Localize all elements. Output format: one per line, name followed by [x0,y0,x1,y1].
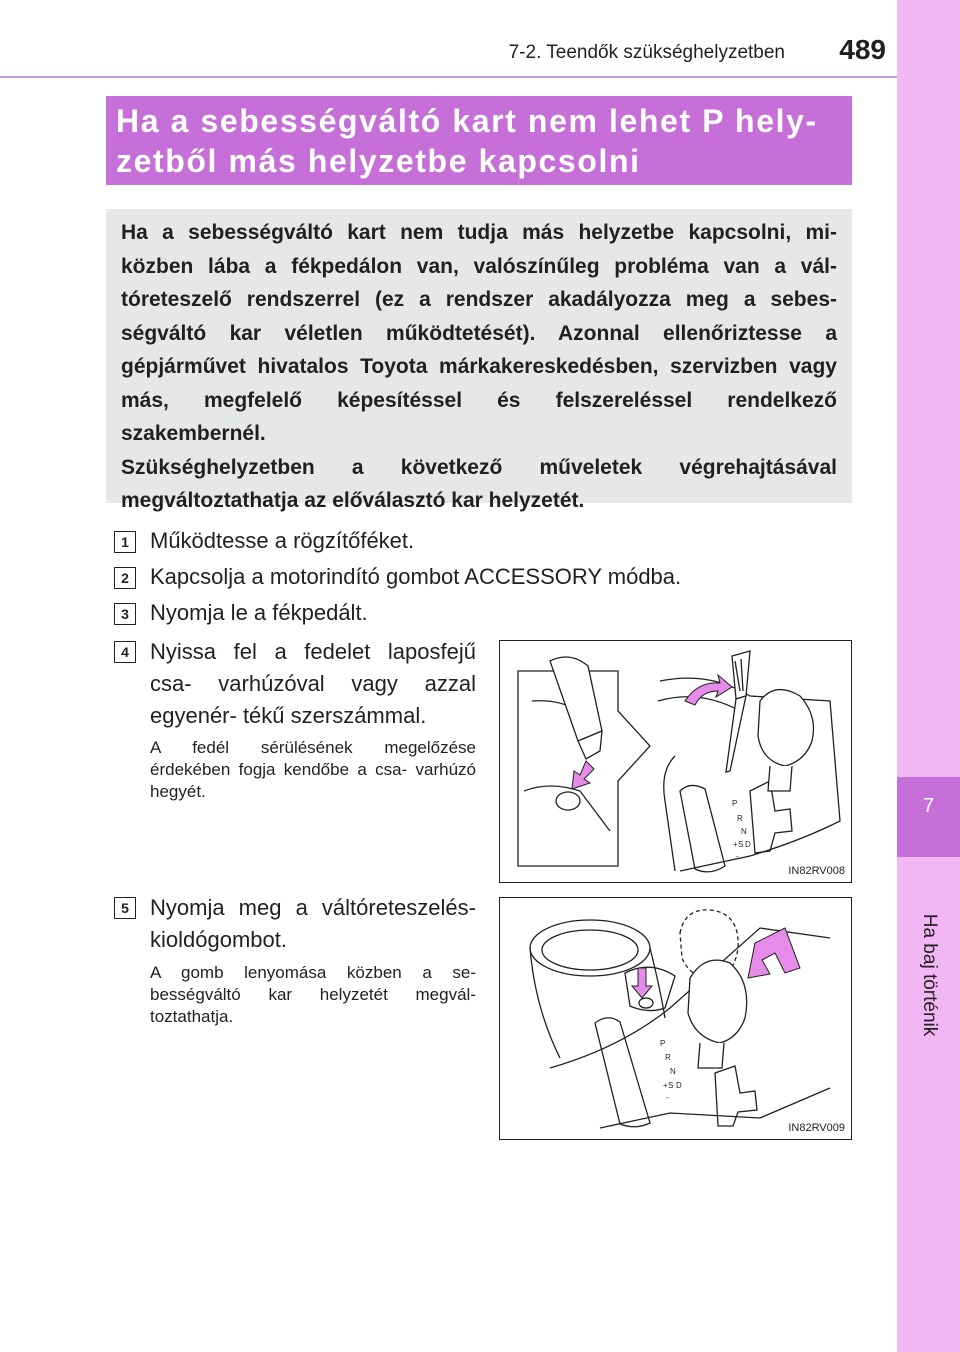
step-text-1: Működtesse a rögzítőféket. [150,528,415,553]
gear-label-plus: + [733,840,738,849]
page-number: 489 [839,34,886,65]
gear-label-s-2: S [668,1081,674,1090]
chapter-side-tab [897,0,960,1352]
gear-label-d: D [745,840,751,849]
intro-paragraph-2: Szükséghelyzetben a következő műveletek végrehajtásával megváltoztathatja az előválasztó kar helyzetét. [121,455,837,512]
gear-label-s: S [738,840,744,849]
step-number-2: 2 [114,567,136,589]
step-number-1: 1 [114,531,136,553]
figure-release-button [499,897,852,1140]
gear-label-plus-2: + [663,1081,668,1090]
step-text-3: Nyomja le a fékpedált. [150,600,368,625]
gear-label-n: N [741,827,747,836]
gear-label-p-2: P [660,1039,666,1048]
release-button-illustration [500,898,851,1139]
step-number-3: 3 [114,603,136,625]
gear-label-n-2: N [670,1067,676,1076]
section-title: 7-2. Teendők szükséghelyzetben [508,42,785,63]
step-text-2: Kapcsolja a motorindító gombot ACCESSORY módba. [150,564,682,589]
chapter-title: Ha baj történik [919,913,940,1037]
intro-text [121,216,837,518]
gear-label-r-2: R [665,1053,671,1062]
intro-paragraph-1: Ha a sebességváltó kart nem tudja más helyzetbe kapcsolni, mi- közben lába a fékpedálon van, valószínűleg probléma van a vál- tóreteszelő rendszerrel (ez a rendszer akadályozza meg a sebes- ségváltó kar véletlen működtetését). Azonnal ellenőriztesse a gépjárművet hivatalos Toyota márkakereskedésben, szervizben vagy más, megfelelő képesítéssel és felszereléssel rendelkező szakembernél. [121,221,837,445]
cover-removal-illustration [500,641,851,882]
figure-cover-removal [499,640,852,883]
gear-label-minus-2: - [666,1093,669,1102]
figure-code-1: IN82RV008 [788,865,845,877]
step-text-5: Nyomja meg a váltóreteszelés- kioldógombot. [150,895,476,952]
gear-label-r: R [737,814,743,823]
chapter-number: 7 [922,795,935,817]
step-text-4: Nyissa fel a fedelet laposfejű csa- varhúzóval vagy azzal egyenér- tékű szerszámmal. [150,639,476,728]
header-divider [0,76,897,78]
figure-code-2: IN82RV009 [788,1122,845,1134]
step-note-4: A fedél sérülésének megelőzése érdekében fogja kendőbe a csa- varhúzó hegyét. [150,738,476,801]
gear-label-minus: - [736,852,739,861]
step-note-5: A gomb lenyomása közben a se- bességváltó kar helyzetét megvál- toztathatja. [150,963,476,1026]
section-heading: Ha a sebességváltó kart nem lehet P hely- zetből más helyzetbe kapcsolni [116,103,818,179]
gear-label-d-2: D [676,1081,682,1090]
step-number-5: 5 [114,897,136,919]
step-number-4: 4 [114,641,136,663]
gear-label-p: P [732,799,738,808]
